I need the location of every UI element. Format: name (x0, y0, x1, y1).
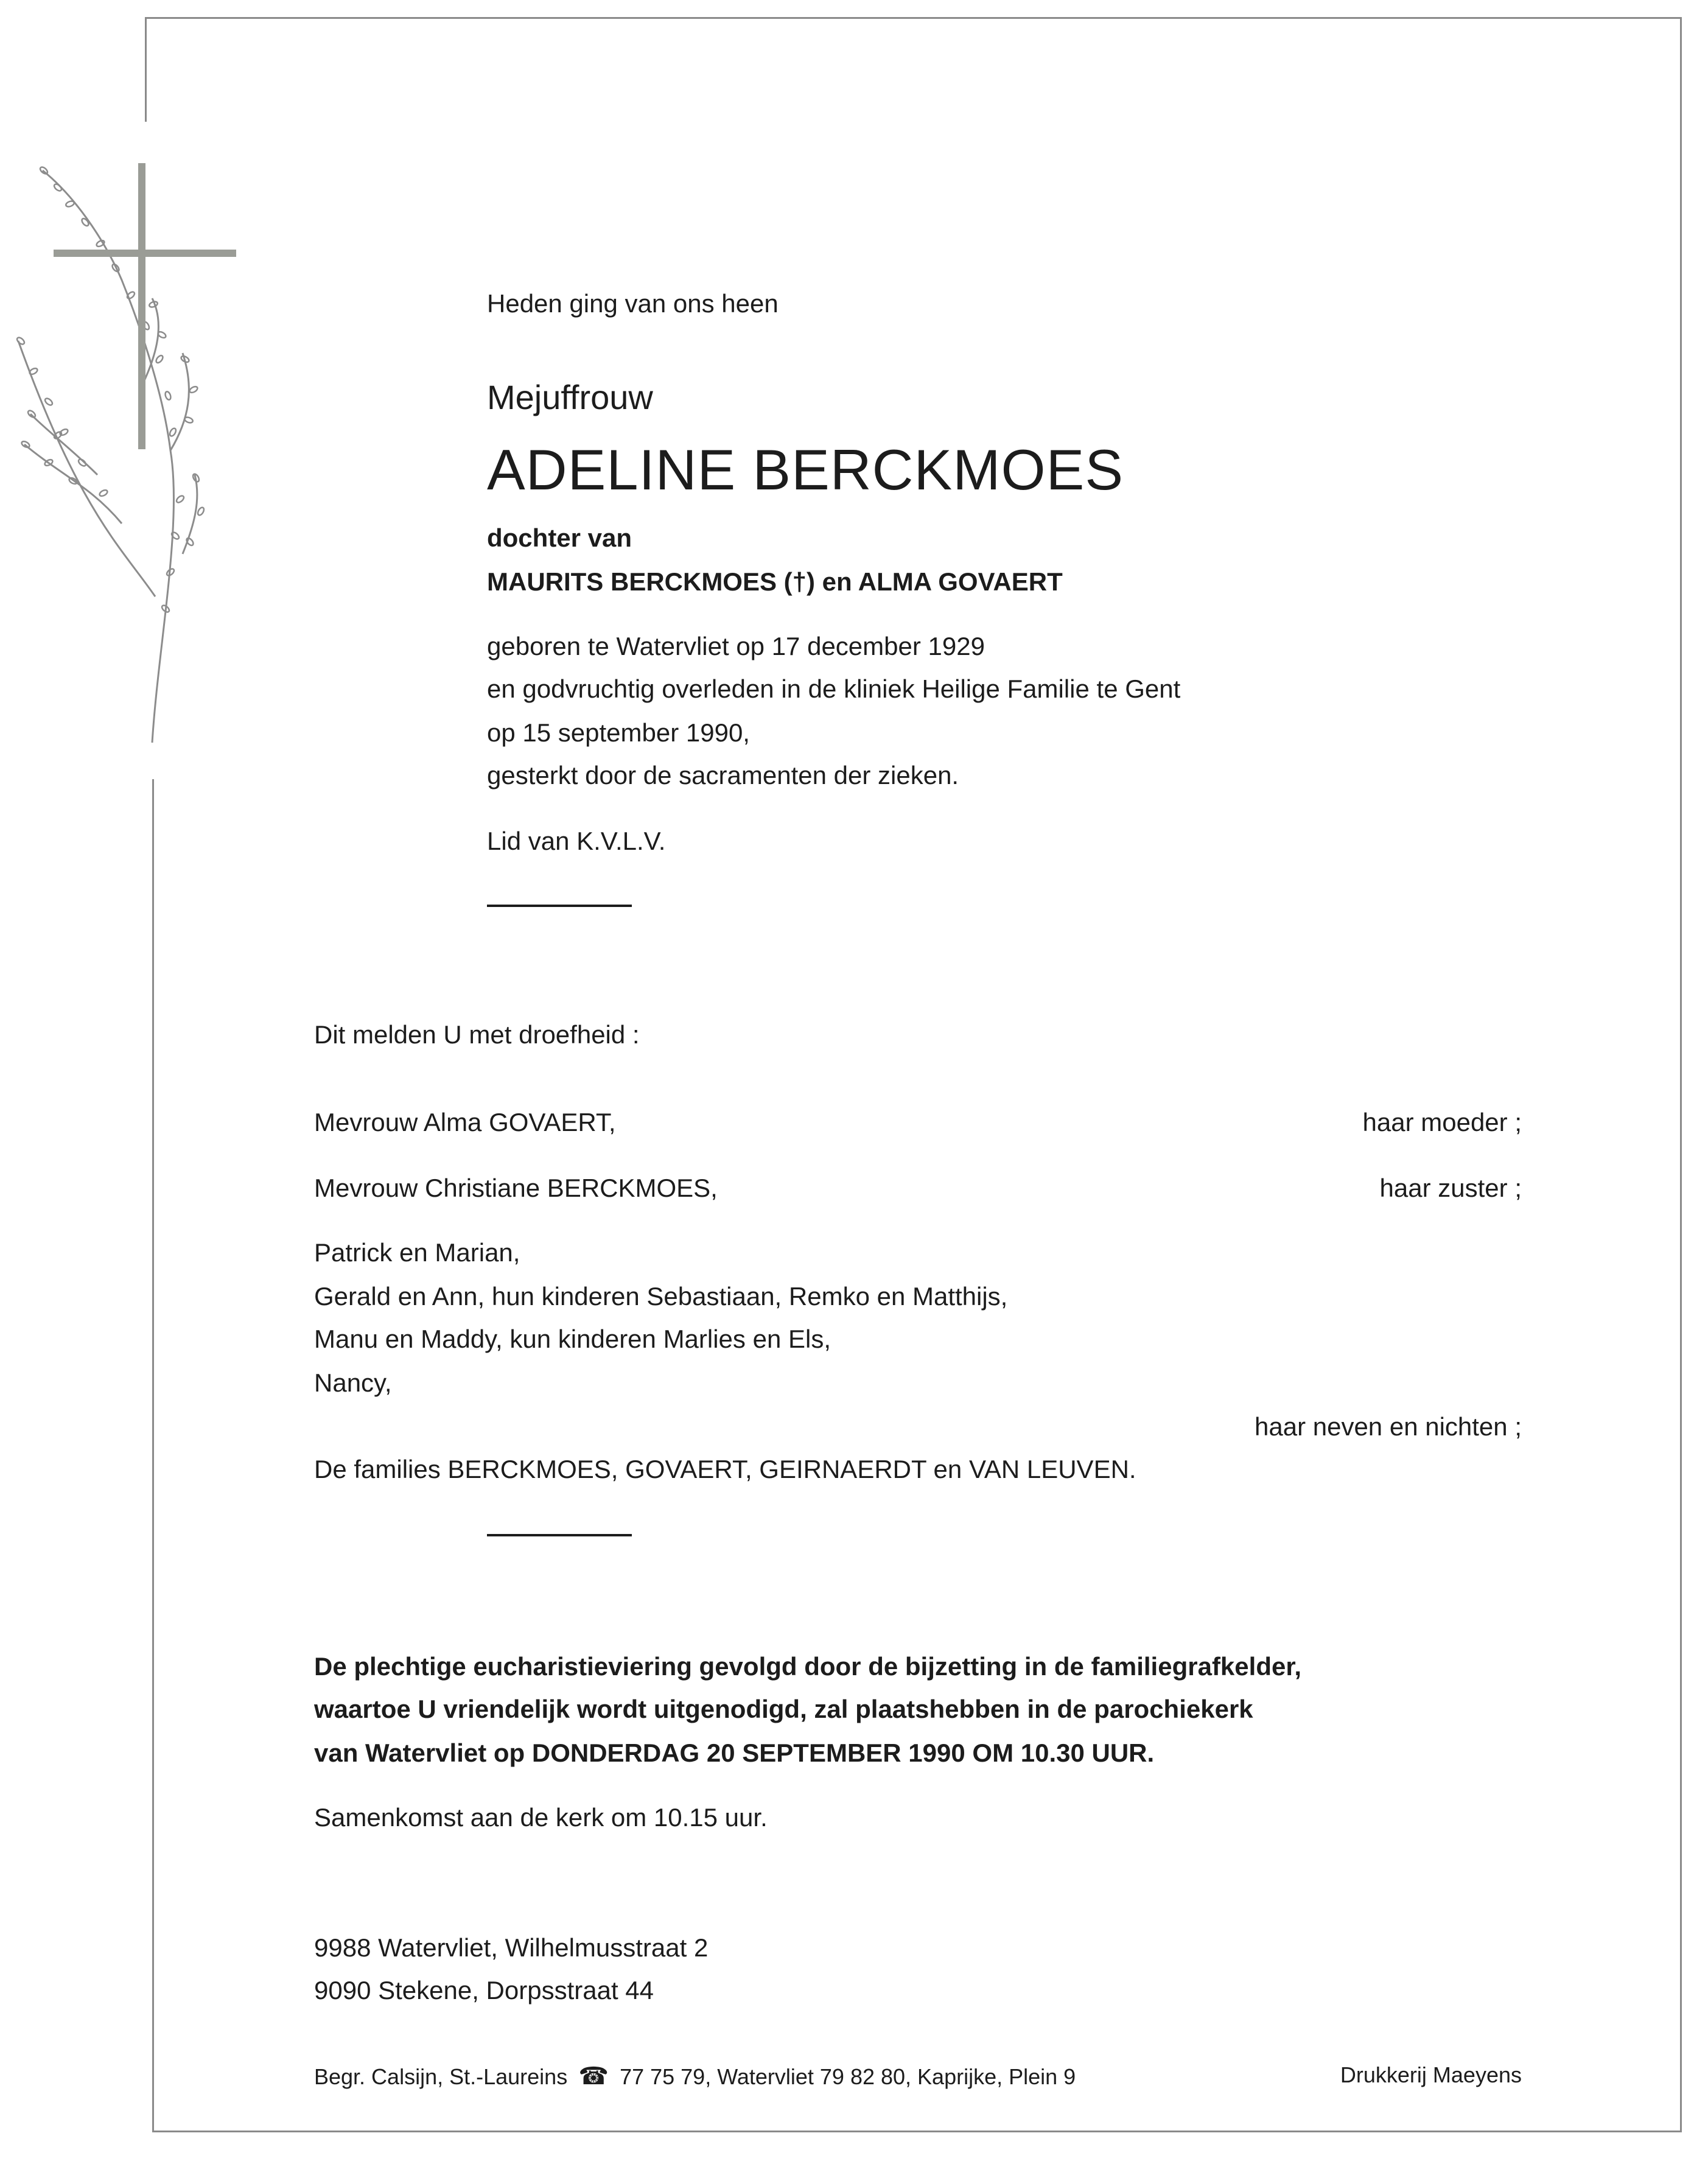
mother-relation: haar moeder ; (1362, 1108, 1522, 1136)
phone-icon: ☎ (578, 2063, 609, 2090)
willow-buds (16, 166, 205, 613)
frame-bottom-border (153, 2131, 1681, 2132)
undertaker-name: Begr. Calsijn, St.-Laureins (314, 2064, 568, 2089)
parents-line: MAURITS BERCKMOES (†) en ALMA GOVAERT (487, 567, 1063, 596)
cross-with-branches-illustration (0, 158, 243, 755)
frame-left-border-top (145, 17, 147, 122)
frame-right-border (1680, 17, 1682, 2132)
relative-line: Manu en Maddy, kun kinderen Marlies en Els, (314, 1325, 831, 1353)
footer-printer: Drukkerij Maeyens (1340, 2062, 1522, 2087)
relatives-relation: haar neven en nichten ; (1255, 1412, 1522, 1441)
mother-name: Mevrouw Alma GOVAERT, (314, 1108, 616, 1136)
sister-name: Mevrouw Christiane BERCKMOES, (314, 1174, 718, 1202)
service-line: De plechtige eucharistieviering gevolgd door de bijzetting in de familiegrafkelder, (314, 1652, 1302, 1681)
relative-line: Gerald en Ann, hun kinderen Sebastiaan, Remko en Matthijs, (314, 1282, 1008, 1311)
detail-line: gesterkt door de sacramenten der zieken. (487, 761, 959, 790)
service-line: van Watervliet op DONDERDAG 20 SEPTEMBER 1990 OM 10.30 UUR. (314, 1739, 1155, 1767)
cross-icon (54, 163, 236, 449)
detail-line: geboren te Watervliet op 17 december 1929 (487, 632, 985, 660)
address-line: 9988 Watervliet, Wilhelmusstraat 2 (314, 1933, 709, 1962)
service-line: waartoe U vriendelijk wordt uitgenodigd, zal plaatshebben in de parochiekerk (314, 1695, 1253, 1723)
frame-left-border-bottom (152, 779, 154, 2132)
intro-line: Heden ging van ons heen (487, 289, 779, 318)
daughter-of-label: dochter van (487, 523, 632, 552)
deceased-name: ADELINE BERCKMOES (487, 438, 1124, 502)
detail-line: en godvruchtig overleden in de kliniek Heilige Familie te Gent (487, 674, 1181, 703)
relative-line: Patrick en Marian, (314, 1238, 520, 1267)
detail-line: op 15 september 1990, (487, 718, 750, 747)
announcement-line: Dit melden U met droefheid : (314, 1020, 640, 1049)
membership-line: Lid van K.V.L.V. (487, 827, 666, 855)
title-line: Mejuffrouw (487, 378, 653, 416)
families-line: De families BERCKMOES, GOVAERT, GEIRNAERDT en VAN LEUVEN. (314, 1455, 1136, 1483)
sister-relation: haar zuster ; (1379, 1174, 1522, 1202)
relative-line: Nancy, (314, 1368, 392, 1397)
footer-undertaker (314, 2062, 1076, 2090)
address-line: 9090 Stekene, Dorpsstraat 44 (314, 1976, 654, 2005)
divider-rule (487, 905, 632, 907)
frame-top-border (145, 17, 1681, 19)
undertaker-contact: 77 75 79, Watervliet 79 82 80, Kaprijke, Plein 9 (620, 2064, 1076, 2089)
divider-rule (487, 1534, 632, 1536)
gathering-line: Samenkomst aan de kerk om 10.15 uur. (314, 1803, 768, 1832)
